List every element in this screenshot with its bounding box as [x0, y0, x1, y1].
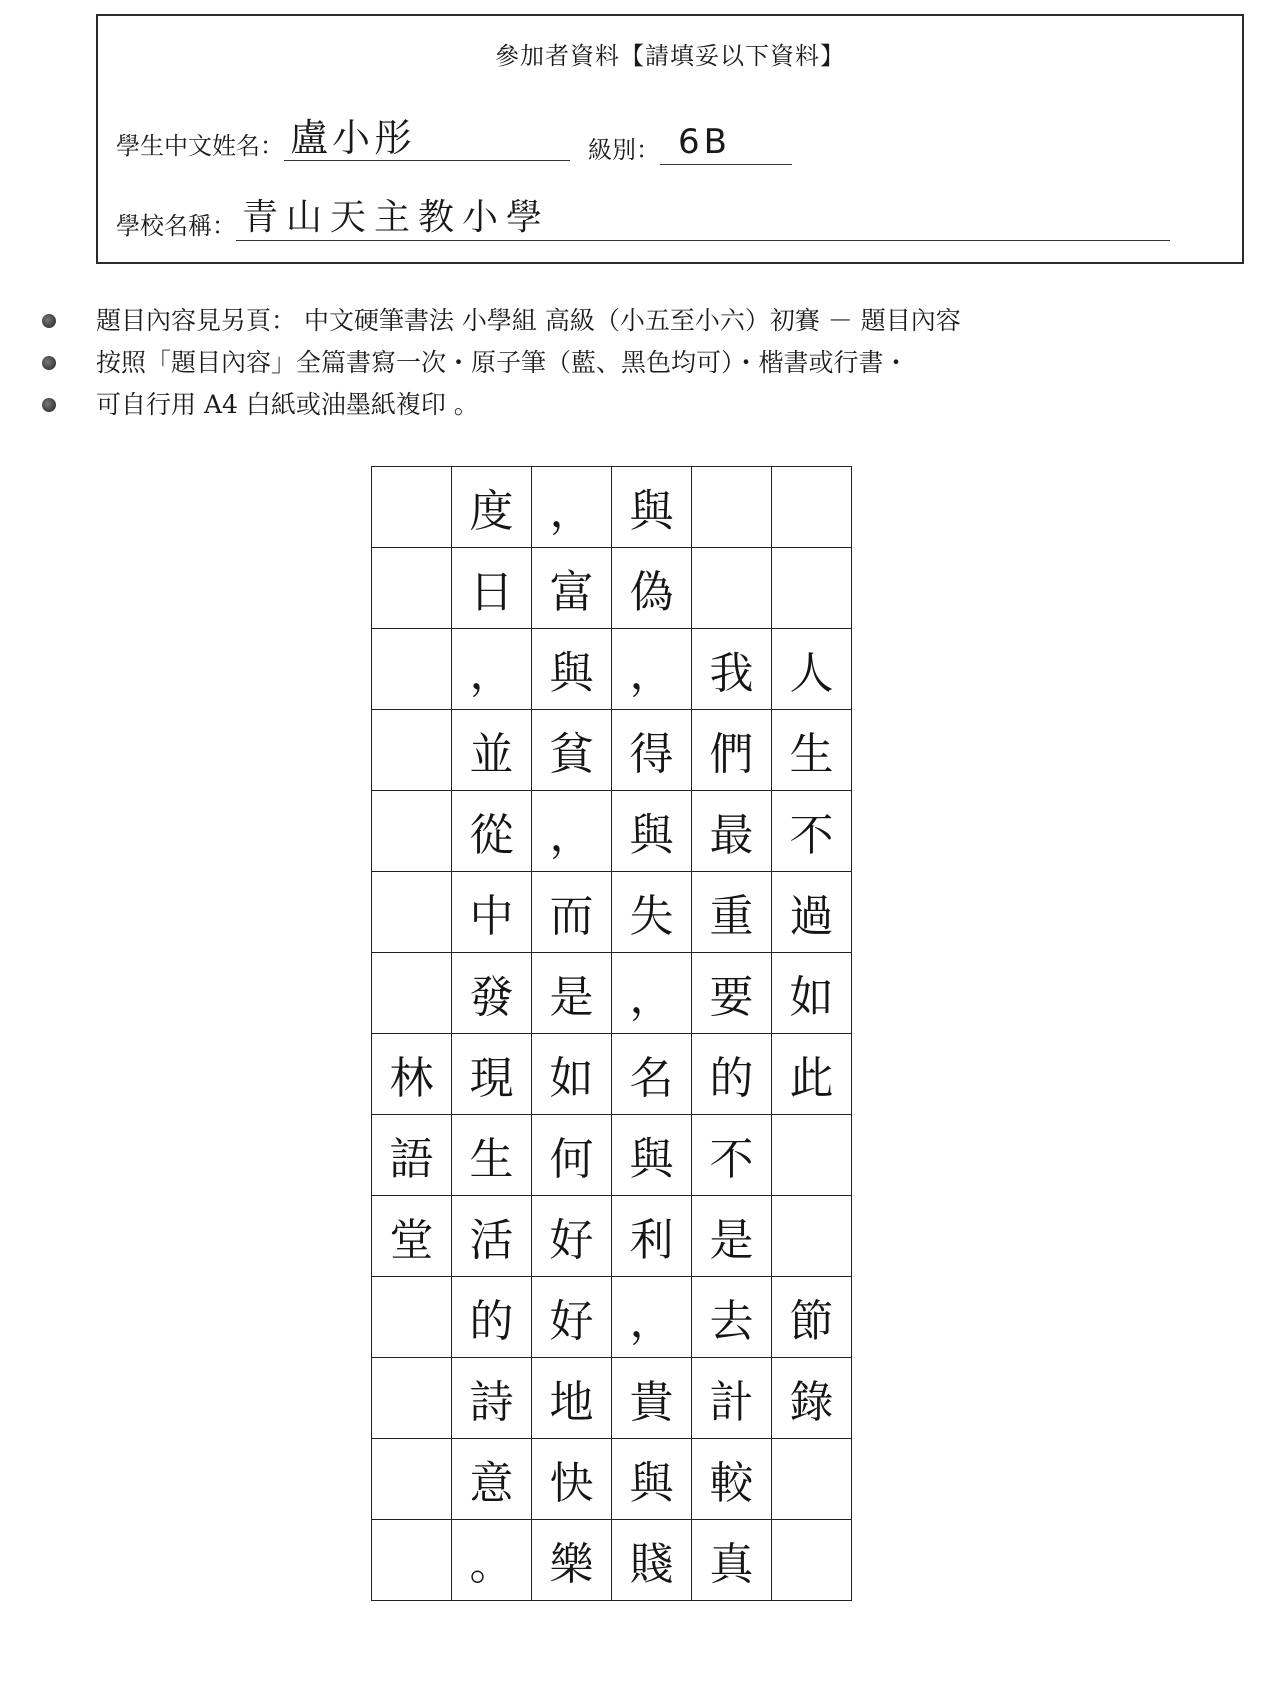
grid-cell: 不 — [772, 791, 852, 872]
instruction-text: 按照「題目內容」全篇書寫一次・原子筆（藍、黑色均可）・楷書或行書・ — [96, 348, 909, 377]
instruction-list — [40, 300, 961, 426]
grid-cell: 節 — [772, 1277, 852, 1358]
instruction-text: 題目內容見另頁： 中文硬筆書法 小學組 高級（小五至小六）初賽 － 題目內容 — [96, 306, 961, 335]
instruction-item — [40, 384, 961, 426]
grid-cell — [772, 1439, 852, 1520]
grid-cell: 並 — [452, 710, 532, 791]
bullet-icon — [42, 398, 56, 412]
grid-cell: 活 — [452, 1196, 532, 1277]
grid-cell: 樂 — [532, 1520, 612, 1601]
grid-cell — [372, 1439, 452, 1520]
grid-cell — [372, 1277, 452, 1358]
grid-cell: 富 — [532, 548, 612, 629]
grid-cell: 意 — [452, 1439, 532, 1520]
grid-cell: ， — [532, 467, 612, 548]
grid-cell — [772, 467, 852, 548]
grid-cell: 偽 — [612, 548, 692, 629]
grid-cell: 去 — [692, 1277, 772, 1358]
grid-cell — [772, 548, 852, 629]
grid-cell: 過 — [772, 872, 852, 953]
grid-cell: 生 — [772, 710, 852, 791]
grid-cell — [692, 548, 772, 629]
instruction-text: 可自行用 A4 白紙或油墨紙複印 。 — [96, 390, 479, 419]
grid-cell: 日 — [452, 548, 532, 629]
grid-cell: 堂 — [372, 1196, 452, 1277]
grid-cell — [772, 1115, 852, 1196]
grid-cell: 。 — [452, 1520, 532, 1601]
school-name-value[interactable]: 青山天主教小學 — [236, 196, 1170, 241]
school-name-label: 學校名稱： — [116, 212, 236, 240]
grid-cell: 如 — [772, 953, 852, 1034]
participant-info-title: 參加者資料【請填妥以下資料】 — [495, 42, 845, 70]
grid-cell: 與 — [612, 467, 692, 548]
grid-cell — [772, 1520, 852, 1601]
grid-cell: 中 — [452, 872, 532, 953]
grid-cell — [372, 1358, 452, 1439]
calligraphy-grid — [371, 466, 852, 1601]
grid-cell — [372, 791, 452, 872]
grid-cell: 較 — [692, 1439, 772, 1520]
grid-cell: 發 — [452, 953, 532, 1034]
grid-cell — [372, 953, 452, 1034]
grid-cell: 名 — [612, 1034, 692, 1115]
grid-cell — [772, 1196, 852, 1277]
grid-cell — [372, 1520, 452, 1601]
grid-cell — [372, 467, 452, 548]
grid-cell: 語 — [372, 1115, 452, 1196]
grid-cell: 是 — [692, 1196, 772, 1277]
student-name-label: 學生中文姓名： — [116, 132, 284, 160]
grid-cell: ， — [532, 791, 612, 872]
grid-cell — [372, 548, 452, 629]
grid-cell: 的 — [452, 1277, 532, 1358]
grid-cell: 好 — [532, 1277, 612, 1358]
grid-cell: 真 — [692, 1520, 772, 1601]
grid-cell: 們 — [692, 710, 772, 791]
grid-cell: ， — [612, 1277, 692, 1358]
grid-cell: 地 — [532, 1358, 612, 1439]
grid-cell: 我 — [692, 629, 772, 710]
grid-cell: 度 — [452, 467, 532, 548]
grid-cell: 現 — [452, 1034, 532, 1115]
grid-cell: 利 — [612, 1196, 692, 1277]
instruction-item — [40, 300, 961, 342]
grid-cell: 快 — [532, 1439, 612, 1520]
grid-cell: 生 — [452, 1115, 532, 1196]
grid-cell: 詩 — [452, 1358, 532, 1439]
grid-cell: 錄 — [772, 1358, 852, 1439]
bullet-icon — [42, 314, 56, 328]
grid-cell: 得 — [612, 710, 692, 791]
grid-cell: 失 — [612, 872, 692, 953]
grid-cell: 最 — [692, 791, 772, 872]
grid-cell: 是 — [532, 953, 612, 1034]
grid-cell — [372, 629, 452, 710]
grid-cell: 人 — [772, 629, 852, 710]
grid-cell: 與 — [612, 1439, 692, 1520]
instruction-item — [40, 342, 961, 384]
grid-cell: 與 — [532, 629, 612, 710]
grid-cell — [692, 467, 772, 548]
class-value[interactable]: 6B — [660, 120, 792, 165]
grid-cell: ， — [452, 629, 532, 710]
grid-cell: 重 — [692, 872, 772, 953]
school-name-field[interactable] — [116, 196, 1170, 241]
grid-cell: 與 — [612, 1115, 692, 1196]
grid-cell: 如 — [532, 1034, 612, 1115]
grid-cell — [372, 710, 452, 791]
bullet-icon — [42, 356, 56, 370]
grid-cell: 林 — [372, 1034, 452, 1115]
grid-cell: 要 — [692, 953, 772, 1034]
class-label: 級別： — [588, 136, 660, 164]
student-name-value[interactable]: 盧小彤 — [284, 116, 570, 161]
grid-cell: 賤 — [612, 1520, 692, 1601]
grid-cell: 與 — [612, 791, 692, 872]
grid-cell: 此 — [772, 1034, 852, 1115]
student-name-field[interactable] — [116, 116, 570, 161]
grid-cell: 的 — [692, 1034, 772, 1115]
grid-cell: 計 — [692, 1358, 772, 1439]
grid-cell: ， — [612, 629, 692, 710]
grid-cell: 何 — [532, 1115, 612, 1196]
participant-info-box — [96, 14, 1244, 264]
grid-cell: ， — [612, 953, 692, 1034]
grid-cell: 好 — [532, 1196, 612, 1277]
grid-cell: 而 — [532, 872, 612, 953]
grid-cell: 從 — [452, 791, 532, 872]
grid-cell: 貴 — [612, 1358, 692, 1439]
grid-cell: 貧 — [532, 710, 612, 791]
grid-cell — [372, 872, 452, 953]
class-field[interactable] — [588, 120, 792, 165]
grid-cell: 不 — [692, 1115, 772, 1196]
